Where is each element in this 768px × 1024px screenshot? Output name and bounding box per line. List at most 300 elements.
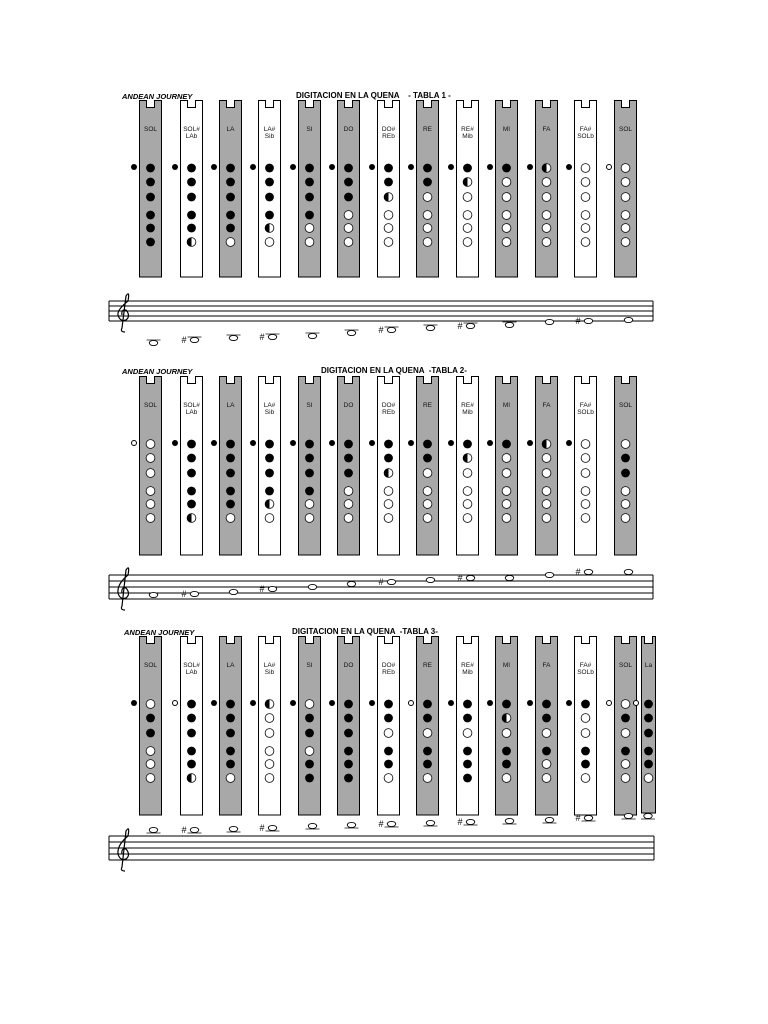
- finger-hole: [463, 224, 472, 233]
- finger-hole: [265, 774, 274, 783]
- quena-fingering-column: [574, 100, 597, 278]
- note-name-label: DO# REb: [381, 402, 396, 416]
- finger-hole: [502, 714, 511, 723]
- finger-hole: [502, 500, 511, 509]
- finger-hole: [423, 224, 432, 233]
- sharp-symbol: #: [181, 589, 187, 599]
- finger-hole: [146, 440, 155, 449]
- finger-hole: [305, 469, 314, 478]
- brand-label: ANDEAN JOURNEY: [122, 367, 193, 376]
- sharp-symbol: #: [457, 817, 463, 827]
- finger-hole: [621, 729, 630, 738]
- thumb-hole: [329, 700, 335, 706]
- quena-fingering-column-extra: [641, 636, 656, 814]
- finger-hole: [621, 164, 630, 173]
- finger-hole: [502, 178, 511, 187]
- quena-fingering-column: [298, 376, 321, 556]
- finger-hole: [344, 224, 353, 233]
- finger-hole: [305, 774, 314, 783]
- note-name-label: FA: [542, 662, 551, 669]
- note-name-label: SOL# LAb: [183, 402, 200, 416]
- finger-hole: [621, 211, 630, 220]
- whole-note: [149, 827, 157, 832]
- finger-hole: [265, 164, 274, 173]
- treble-clef-icon: [118, 568, 129, 610]
- finger-hole: [621, 500, 630, 509]
- finger-hole: [463, 193, 472, 202]
- quena-fingering-column: [258, 376, 281, 556]
- finger-hole: [384, 224, 393, 233]
- finger-hole: [463, 760, 472, 769]
- note-name-label: SOL: [143, 402, 157, 409]
- finger-hole: [502, 238, 511, 247]
- finger-hole: [226, 514, 235, 523]
- quena-fingering-column: [495, 100, 518, 278]
- thumb-hole: [527, 164, 533, 170]
- table-title: DIGITACION EN LA QUENA - TABLA 1 -: [296, 91, 451, 100]
- finger-hole: [502, 469, 511, 478]
- finger-hole: [463, 514, 472, 523]
- finger-hole: [226, 747, 235, 756]
- finger-hole: [423, 178, 432, 187]
- finger-hole: [146, 454, 155, 463]
- whole-note: [387, 579, 395, 584]
- finger-hole: [187, 454, 196, 463]
- whole-note: [308, 584, 316, 589]
- finger-hole: [502, 211, 511, 220]
- quena-fingering-column: [298, 100, 321, 278]
- finger-hole: [344, 193, 353, 202]
- finger-hole: [423, 514, 432, 523]
- whole-note: [268, 586, 276, 591]
- finger-hole: [621, 714, 630, 723]
- finger-hole: [384, 238, 393, 247]
- finger-hole: [581, 178, 590, 187]
- finger-hole: [644, 700, 653, 709]
- whole-note: [545, 572, 553, 577]
- sharp-symbol: #: [181, 335, 187, 345]
- finger-hole: [581, 774, 590, 783]
- whole-note: [347, 581, 355, 586]
- finger-hole: [581, 514, 590, 523]
- finger-hole: [187, 224, 196, 233]
- whole-note: [624, 569, 632, 574]
- finger-hole: [344, 500, 353, 509]
- finger-hole: [187, 760, 196, 769]
- quena-fingering-column: [258, 100, 281, 278]
- whole-note: [229, 826, 237, 831]
- finger-hole: [502, 700, 511, 709]
- note-name-label: SI: [306, 126, 313, 133]
- finger-hole: [581, 164, 590, 173]
- finger-hole: [621, 514, 630, 523]
- whole-note: [466, 819, 474, 824]
- finger-hole: [581, 760, 590, 769]
- sharp-symbol: #: [457, 321, 463, 331]
- quena-fingering-column: [495, 376, 518, 556]
- finger-hole: [542, 514, 551, 523]
- finger-hole: [344, 760, 353, 769]
- finger-hole: [384, 193, 393, 202]
- whole-note: [268, 334, 276, 339]
- finger-hole: [344, 747, 353, 756]
- note-name-label: DO# REb: [381, 126, 396, 140]
- finger-hole: [187, 238, 196, 247]
- finger-hole: [344, 487, 353, 496]
- whole-note: [584, 815, 592, 820]
- finger-hole: [384, 729, 393, 738]
- finger-hole: [621, 193, 630, 202]
- finger-hole: [187, 178, 196, 187]
- note-name-label: LA: [226, 402, 235, 409]
- finger-hole: [644, 714, 653, 723]
- finger-hole: [644, 729, 653, 738]
- finger-hole: [344, 514, 353, 523]
- quena-fingering-column: [139, 636, 162, 816]
- sharp-symbol: #: [575, 316, 581, 326]
- finger-hole: [502, 760, 511, 769]
- finger-hole: [226, 774, 235, 783]
- sharp-symbol: #: [181, 825, 187, 835]
- finger-hole: [305, 238, 314, 247]
- finger-hole: [305, 500, 314, 509]
- finger-hole: [463, 211, 472, 220]
- finger-hole: [502, 440, 511, 449]
- note-name-label: SOL: [618, 662, 632, 669]
- quena-fingering-column: [337, 100, 360, 278]
- whole-note: [149, 592, 157, 597]
- sharp-symbol: #: [575, 813, 581, 823]
- finger-hole: [187, 164, 196, 173]
- finger-hole: [146, 514, 155, 523]
- finger-hole: [265, 487, 274, 496]
- finger-hole: [305, 164, 314, 173]
- sharp-symbol: #: [378, 577, 384, 587]
- note-name-label: DO: [343, 402, 354, 409]
- treble-clef-icon: [118, 294, 129, 332]
- finger-hole: [187, 514, 196, 523]
- thumb-hole: [211, 700, 217, 706]
- quena-fingering-column: [219, 636, 242, 816]
- finger-hole: [265, 729, 274, 738]
- finger-hole: [502, 193, 511, 202]
- note-name-label: DO: [343, 126, 354, 133]
- quena-fingering-column: [614, 636, 637, 816]
- note-name-label: FA: [542, 402, 551, 409]
- finger-hole: [187, 774, 196, 783]
- finger-hole: [146, 729, 155, 738]
- finger-hole: [344, 774, 353, 783]
- sharp-symbol: #: [259, 584, 265, 594]
- finger-hole: [621, 454, 630, 463]
- finger-hole: [423, 760, 432, 769]
- note-name-label: LA: [226, 126, 235, 133]
- quena-fingering-column: [139, 100, 162, 278]
- finger-hole: [146, 487, 155, 496]
- thumb-hole: [329, 440, 335, 446]
- finger-hole: [146, 714, 155, 723]
- quena-fingering-column: [574, 376, 597, 556]
- finger-hole: [542, 700, 551, 709]
- finger-hole: [542, 224, 551, 233]
- whole-note: [426, 577, 434, 582]
- finger-hole: [187, 193, 196, 202]
- finger-hole: [187, 700, 196, 709]
- finger-hole: [344, 164, 353, 173]
- thumb-hole: [131, 440, 137, 446]
- quena-fingering-column: [219, 376, 242, 556]
- finger-hole: [423, 487, 432, 496]
- finger-hole: [146, 760, 155, 769]
- finger-hole: [344, 714, 353, 723]
- quena-fingering-column: [377, 636, 400, 816]
- finger-hole: [305, 178, 314, 187]
- finger-hole: [226, 238, 235, 247]
- thumb-hole: [290, 440, 296, 446]
- quena-fingering-column: [456, 636, 479, 816]
- treble-clef-icon: [118, 829, 129, 871]
- finger-hole: [344, 238, 353, 247]
- thumb-hole: [329, 164, 335, 170]
- finger-hole: [305, 700, 314, 709]
- note-name-label: SOL# LAb: [183, 126, 200, 140]
- finger-hole: [542, 747, 551, 756]
- finger-hole: [463, 178, 472, 187]
- finger-hole: [542, 760, 551, 769]
- finger-hole: [384, 774, 393, 783]
- brand-label: ANDEAN JOURNEY: [122, 92, 193, 101]
- finger-hole: [226, 193, 235, 202]
- finger-hole: [226, 760, 235, 769]
- quena-fingering-column: [416, 100, 439, 278]
- finger-hole: [305, 224, 314, 233]
- whole-note: [190, 337, 198, 342]
- finger-hole: [384, 164, 393, 173]
- quena-fingering-column: [535, 100, 558, 278]
- thumb-hole: [172, 440, 178, 446]
- thumb-hole: [487, 164, 493, 170]
- thumb-hole: [290, 700, 296, 706]
- finger-hole: [621, 224, 630, 233]
- finger-hole: [146, 164, 155, 173]
- finger-hole: [542, 774, 551, 783]
- note-name-label: FA# SOLb: [577, 662, 594, 676]
- finger-hole: [384, 714, 393, 723]
- finger-hole: [146, 224, 155, 233]
- finger-hole: [344, 700, 353, 709]
- finger-hole: [305, 440, 314, 449]
- finger-hole: [226, 440, 235, 449]
- finger-hole: [463, 469, 472, 478]
- thumb-hole: [131, 164, 137, 170]
- finger-hole: [463, 440, 472, 449]
- finger-hole: [344, 440, 353, 449]
- finger-hole: [226, 178, 235, 187]
- finger-hole: [644, 774, 653, 783]
- finger-hole: [581, 500, 590, 509]
- whole-note: [268, 825, 276, 830]
- whole-note: [584, 318, 592, 323]
- finger-hole: [226, 714, 235, 723]
- finger-hole: [146, 193, 155, 202]
- thumb-hole: [250, 440, 256, 446]
- note-name-label: RE: [422, 126, 433, 133]
- quena-fingering-column: [139, 376, 162, 556]
- note-name-label: DO# REb: [381, 662, 396, 676]
- quena-fingering-column: [495, 636, 518, 816]
- finger-hole: [187, 729, 196, 738]
- finger-hole: [502, 747, 511, 756]
- note-name-label: La: [644, 662, 653, 669]
- finger-hole: [463, 747, 472, 756]
- thumb-hole: [448, 164, 454, 170]
- finger-hole: [621, 774, 630, 783]
- finger-hole: [621, 440, 630, 449]
- finger-hole: [423, 500, 432, 509]
- brand-label: ANDEAN JOURNEY: [124, 628, 195, 637]
- finger-hole: [226, 487, 235, 496]
- finger-hole: [384, 454, 393, 463]
- sharp-symbol: #: [378, 819, 384, 829]
- note-name-label: SOL: [143, 126, 157, 133]
- finger-hole: [423, 729, 432, 738]
- thumb-hole: [211, 164, 217, 170]
- quena-fingering-column: [456, 100, 479, 278]
- finger-hole: [463, 774, 472, 783]
- thumb-hole: [527, 700, 533, 706]
- note-name-label: DO: [343, 662, 354, 669]
- quena-fingering-column: [337, 636, 360, 816]
- finger-hole: [187, 714, 196, 723]
- finger-hole: [265, 500, 274, 509]
- finger-hole: [265, 238, 274, 247]
- thumb-hole: [211, 440, 217, 446]
- finger-hole: [423, 454, 432, 463]
- finger-hole: [146, 238, 155, 247]
- whole-note: [190, 827, 198, 832]
- finger-hole: [265, 440, 274, 449]
- finger-hole: [344, 729, 353, 738]
- finger-hole: [384, 178, 393, 187]
- finger-hole: [265, 211, 274, 220]
- finger-hole: [423, 164, 432, 173]
- thumb-hole: [448, 700, 454, 706]
- finger-hole: [502, 224, 511, 233]
- sharp-symbol: #: [259, 823, 265, 833]
- finger-hole: [423, 211, 432, 220]
- finger-hole: [305, 729, 314, 738]
- finger-hole: [621, 747, 630, 756]
- finger-hole: [146, 469, 155, 478]
- finger-hole: [265, 193, 274, 202]
- note-name-label: SOL: [618, 126, 632, 133]
- thumb-hole: [290, 164, 296, 170]
- finger-hole: [146, 774, 155, 783]
- whole-note: [149, 340, 157, 345]
- finger-hole: [226, 469, 235, 478]
- finger-hole: [581, 224, 590, 233]
- whole-note: [308, 823, 316, 828]
- finger-hole: [542, 714, 551, 723]
- quena-fingering-column: [180, 100, 203, 278]
- thumb-hole: [172, 164, 178, 170]
- thumb-hole: [408, 164, 414, 170]
- whole-note: [190, 591, 198, 596]
- note-name-label: LA: [226, 662, 235, 669]
- finger-hole: [502, 774, 511, 783]
- finger-hole: [384, 500, 393, 509]
- finger-hole: [463, 487, 472, 496]
- finger-hole: [226, 729, 235, 738]
- whole-note: [466, 323, 474, 328]
- finger-hole: [187, 469, 196, 478]
- whole-note: [229, 589, 237, 594]
- finger-hole: [265, 514, 274, 523]
- quena-fingering-column: [416, 636, 439, 816]
- finger-hole: [463, 700, 472, 709]
- finger-hole: [384, 469, 393, 478]
- thumb-hole: [606, 164, 612, 170]
- finger-hole: [621, 469, 630, 478]
- note-name-label: RE# Mib: [461, 662, 474, 676]
- finger-hole: [621, 487, 630, 496]
- finger-hole: [423, 700, 432, 709]
- whole-note: [426, 325, 434, 330]
- finger-hole: [226, 454, 235, 463]
- finger-hole: [344, 454, 353, 463]
- whole-note: [229, 335, 237, 340]
- finger-hole: [581, 747, 590, 756]
- finger-hole: [581, 729, 590, 738]
- thumb-hole: [250, 164, 256, 170]
- whole-note: [505, 818, 513, 823]
- finger-hole: [542, 178, 551, 187]
- finger-hole: [542, 164, 551, 173]
- finger-hole: [384, 700, 393, 709]
- finger-hole: [305, 454, 314, 463]
- finger-hole: [305, 747, 314, 756]
- thumb-hole: [487, 700, 493, 706]
- finger-hole: [265, 454, 274, 463]
- note-name-label: FA: [542, 126, 551, 133]
- finger-hole: [581, 454, 590, 463]
- finger-hole: [265, 224, 274, 233]
- finger-hole: [423, 238, 432, 247]
- whole-note: [545, 817, 553, 822]
- note-name-label: SI: [306, 402, 313, 409]
- finger-hole: [305, 193, 314, 202]
- table-title: DIGITACION EN LA QUENA -TABLA 3-: [292, 627, 438, 636]
- finger-hole: [384, 514, 393, 523]
- quena-fingering-column: [535, 636, 558, 816]
- note-name-label: LA# Sib: [263, 126, 276, 140]
- finger-hole: [226, 164, 235, 173]
- finger-hole: [542, 729, 551, 738]
- finger-hole: [542, 454, 551, 463]
- note-name-label: SI: [306, 662, 313, 669]
- finger-hole: [542, 211, 551, 220]
- finger-hole: [265, 714, 274, 723]
- finger-hole: [305, 514, 314, 523]
- whole-note: [466, 575, 474, 580]
- finger-hole: [502, 487, 511, 496]
- note-name-label: FA# SOLb: [577, 126, 594, 140]
- finger-hole: [146, 747, 155, 756]
- note-name-label: SOL: [618, 402, 632, 409]
- thumb-hole: [131, 700, 137, 706]
- quena-fingering-column: [337, 376, 360, 556]
- finger-hole: [581, 238, 590, 247]
